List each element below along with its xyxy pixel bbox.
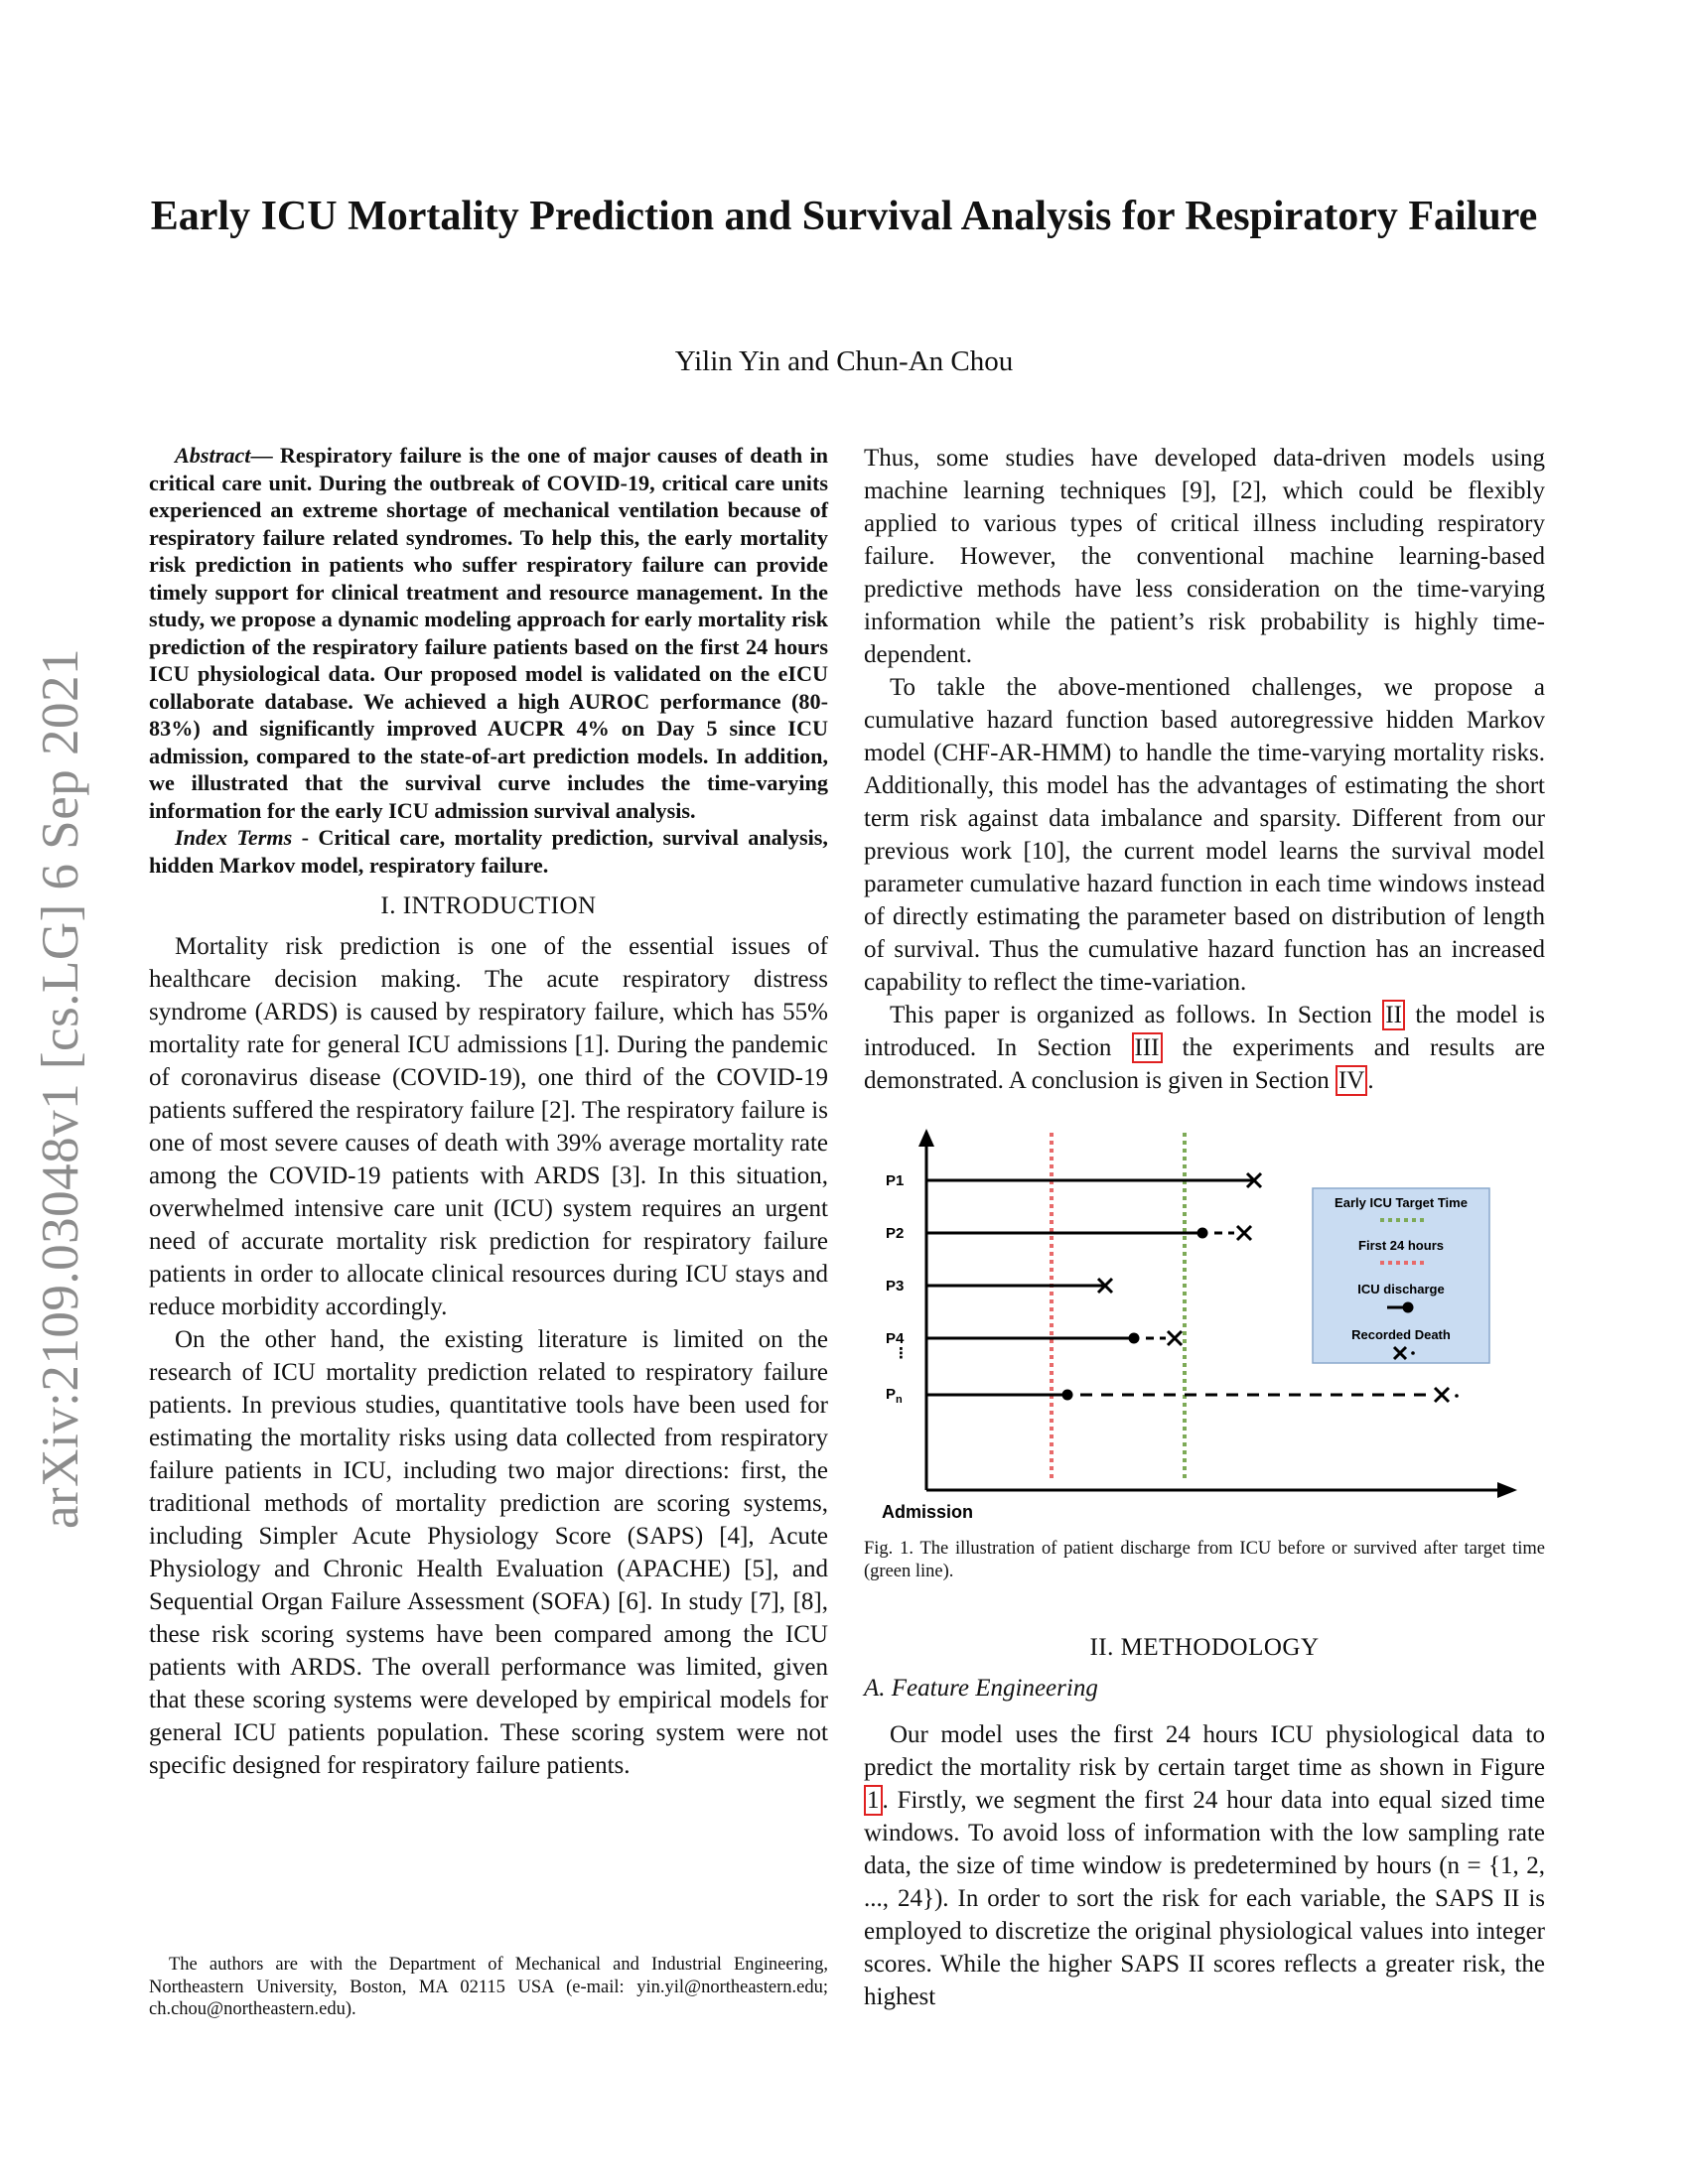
figure-ref-link[interactable]: 1 [864, 1785, 883, 1816]
patient-label-p1: P1 [886, 1172, 905, 1189]
abstract [149, 442, 828, 824]
organization-text-d: . [1367, 1067, 1374, 1094]
discharge-marker-pn [1062, 1390, 1073, 1401]
method-text-a: Our model uses the first 24 hours ICU physiological data to predict the mortality risk by certain target time as shown in Figure [864, 1721, 1545, 1781]
left-column [149, 442, 828, 1782]
feature-engineering-heading: A. Feature Engineering [864, 1675, 1098, 1702]
legend-discharge-label: ICU discharge [1357, 1282, 1445, 1297]
abstract-label: Abstract [175, 443, 251, 468]
arxiv-identifier: arXiv:2109.03048v1 [cs.LG] 6 Sep 2021 [32, 648, 89, 1529]
author-footnote: The authors are with the Department of Mechanical and Industrial Engineering, Northeastern University, Boston, MA 02115 USA (e-mail: yin.yil@northeastern.edu; ch.chou@northeastern.edu). [149, 1955, 828, 2019]
patient-label-pn-sub: n [896, 1394, 903, 1406]
discharge-marker-p2 [1197, 1228, 1208, 1239]
organization-text-c: the experiments and results are demonstrated. A conclusion is given in Section [864, 1034, 1545, 1094]
organization-text-a: This paper is organized as follows. In Section [890, 1002, 1383, 1028]
legend-death-label: Recorded Death [1351, 1327, 1451, 1342]
patient-label-pn-base: P [886, 1386, 897, 1403]
intro-heading: I. INTRODUCTION [380, 892, 597, 919]
x-axis-label: Admission [882, 1502, 974, 1522]
patient-timeline-diagram [864, 1115, 1545, 1532]
legend-first24-label: First 24 hours [1358, 1238, 1444, 1253]
abstract-text: — Respiratory failure is the one of major causes of death in critical care unit. During the outbreak of COVID-19, critical care units experienced an extreme shortage of mechanical ventilation because of respiratory failure related syndromes. To help this, the early mortality risk prediction in patients who suffer respiratory failure can provide timely support for clinical treatment and resource management. In the study, we propose a dynamic modeling approach for early mortality risk prediction of the respiratory failure patients based on the first 24 hours ICU physiological data. Our proposed model is validated on the eICU collaborate database. We achieved a high AUROC performance (80-83%) and significantly improved AUCPR 4% on Day 5 since ICU admission, compared to the state-of-art prediction models. In addition, we illustrated that the survival curve includes the time-varying information for the early ICU admission survival analysis. [149, 443, 828, 823]
y-axis-arrow-icon [918, 1129, 934, 1147]
organization-text-b: the model is introduced. In Section [864, 1002, 1545, 1061]
index-terms [149, 824, 828, 879]
index-terms-label: Index Terms [175, 825, 293, 850]
death-marker-p4 [1168, 1331, 1182, 1345]
figure-caption: Fig. 1. The illustration of patient discharge from ICU before or survived after target time (green line). [864, 1539, 1545, 1581]
figure-1 [864, 1115, 1545, 1532]
patient-label-p4: P4 [886, 1330, 905, 1347]
paper-title: Early ICU Mortality Prediction and Survival Analysis for Respiratory Failure [150, 194, 1538, 239]
paper-authors: Yilin Yin and Chun-An Chou [674, 345, 1014, 377]
right-paragraph-2: To takle the above-mentioned challenges, we propose a cumulative hazard function based autoregressive hidden Markov model (CHF-AR-HMM) to handle the time-varying mortality risks. Additionally, this model has the advantages of estimating the short term risk against data imbalance and sparsity. Different from our previous work [10], the current model learns the survival model parameter cumulative hazard function in each time windows instead of directly estimating the parameter based on distribution of length of survival. Thus the cumulative hazard function has an increased capability to reflect the time-variation. [864, 674, 1545, 996]
section-ref-4-link[interactable]: IV [1336, 1065, 1367, 1096]
method-text-b: . Firstly, we segment the first 24 hour data into equal sized time windows. To avoid loss of information with the low sampling rate data, the size of time window is predetermined by hours (n = {1, 2, ..., 24}). In order to sort the risk for each variable, the SAPS II is employed to discretize the original physiological values into integer scores. While the higher SAPS II scores reflects a greater risk, the highest [864, 1787, 1545, 2010]
x-axis-arrow-icon [1497, 1482, 1517, 1498]
patient-label-p3: P3 [886, 1278, 905, 1295]
index-terms-text: - Critical care, mortality prediction, survival analysis, hidden Markov model, respiratory failure. [149, 825, 828, 878]
right-paragraph-1: Thus, some studies have developed data-driven models using machine learning techniques [9], [2], which could be flexibly applied to various types of critical illness including respiratory failure. However, the conventional machine learning-based predictive methods have less consideration on the time-varying information while the patient’s risk probability is highly time-dependent. [864, 445, 1545, 668]
legend-target-label: Early ICU Target Time [1335, 1195, 1468, 1210]
death-marker-p2 [1237, 1226, 1251, 1240]
intro-paragraph-1: Mortality risk prediction is one of the essential issues of healthcare decision making. The acute respiratory distress syndrome (ARDS) is caused by respiratory failure, which has 55% mortality rate for general ICU admissions [1]. During the pandemic of coronavirus disease (COVID-19), one third of the COVID-19 patients suffered the respiratory failure [2]. The respiratory failure is one of most severe causes of death with 39% average mortality rate among the COVID-19 patients with ARDS [3]. In this situation, overwhelmed intensive care unit (ICU) system requires an urgent need of accurate mortality risk prediction for respiratory failure patients in order to allocate clinical resources during ICU stays and reduce morbidity accordingly. [149, 933, 828, 1320]
legend-death-dot [1411, 1351, 1415, 1355]
methodology-paragraph-1 [864, 1718, 1545, 2013]
legend-discharge-dot [1403, 1302, 1414, 1313]
section-ref-3-link[interactable]: III [1132, 1032, 1163, 1063]
right-column [864, 442, 1545, 2013]
discharge-marker-p4 [1129, 1333, 1140, 1344]
patient-label-p2: P2 [886, 1225, 905, 1242]
vertical-dots: ⋮ [894, 1345, 909, 1362]
right-paragraph-3 [864, 999, 1545, 1097]
death-marker-pn-dot [1455, 1394, 1459, 1398]
death-marker-pn [1435, 1388, 1449, 1402]
methodology-heading: II. METHODOLOGY [1089, 1634, 1320, 1661]
patient-label-pn [886, 1386, 903, 1406]
section-ref-2-link[interactable]: II [1382, 1000, 1405, 1030]
intro-paragraph-2: On the other hand, the existing literature is limited on the research of ICU mortality prediction related to respiratory failure patients. In previous studies, quantitative tools have been used for estimating the mortality risks using data collected from respiratory failure patients in ICU, including two major directions: first, the traditional methods of mortality prediction are scoring systems, including Simpler Acute Physiology Score (SAPS) [4], Acute Physiology and Chronic Health Evaluation (APACHE) [5], and Sequential Organ Failure Assessment (SOFA) [6]. In study [7], [8], these risk scoring systems have been compared among the ICU patients with ARDS. The overall performance was limited, given that these scoring systems were developed by empirical models for general ICU patients population. These scoring system were not specific designed for respiratory failure patients. [149, 1326, 828, 1779]
